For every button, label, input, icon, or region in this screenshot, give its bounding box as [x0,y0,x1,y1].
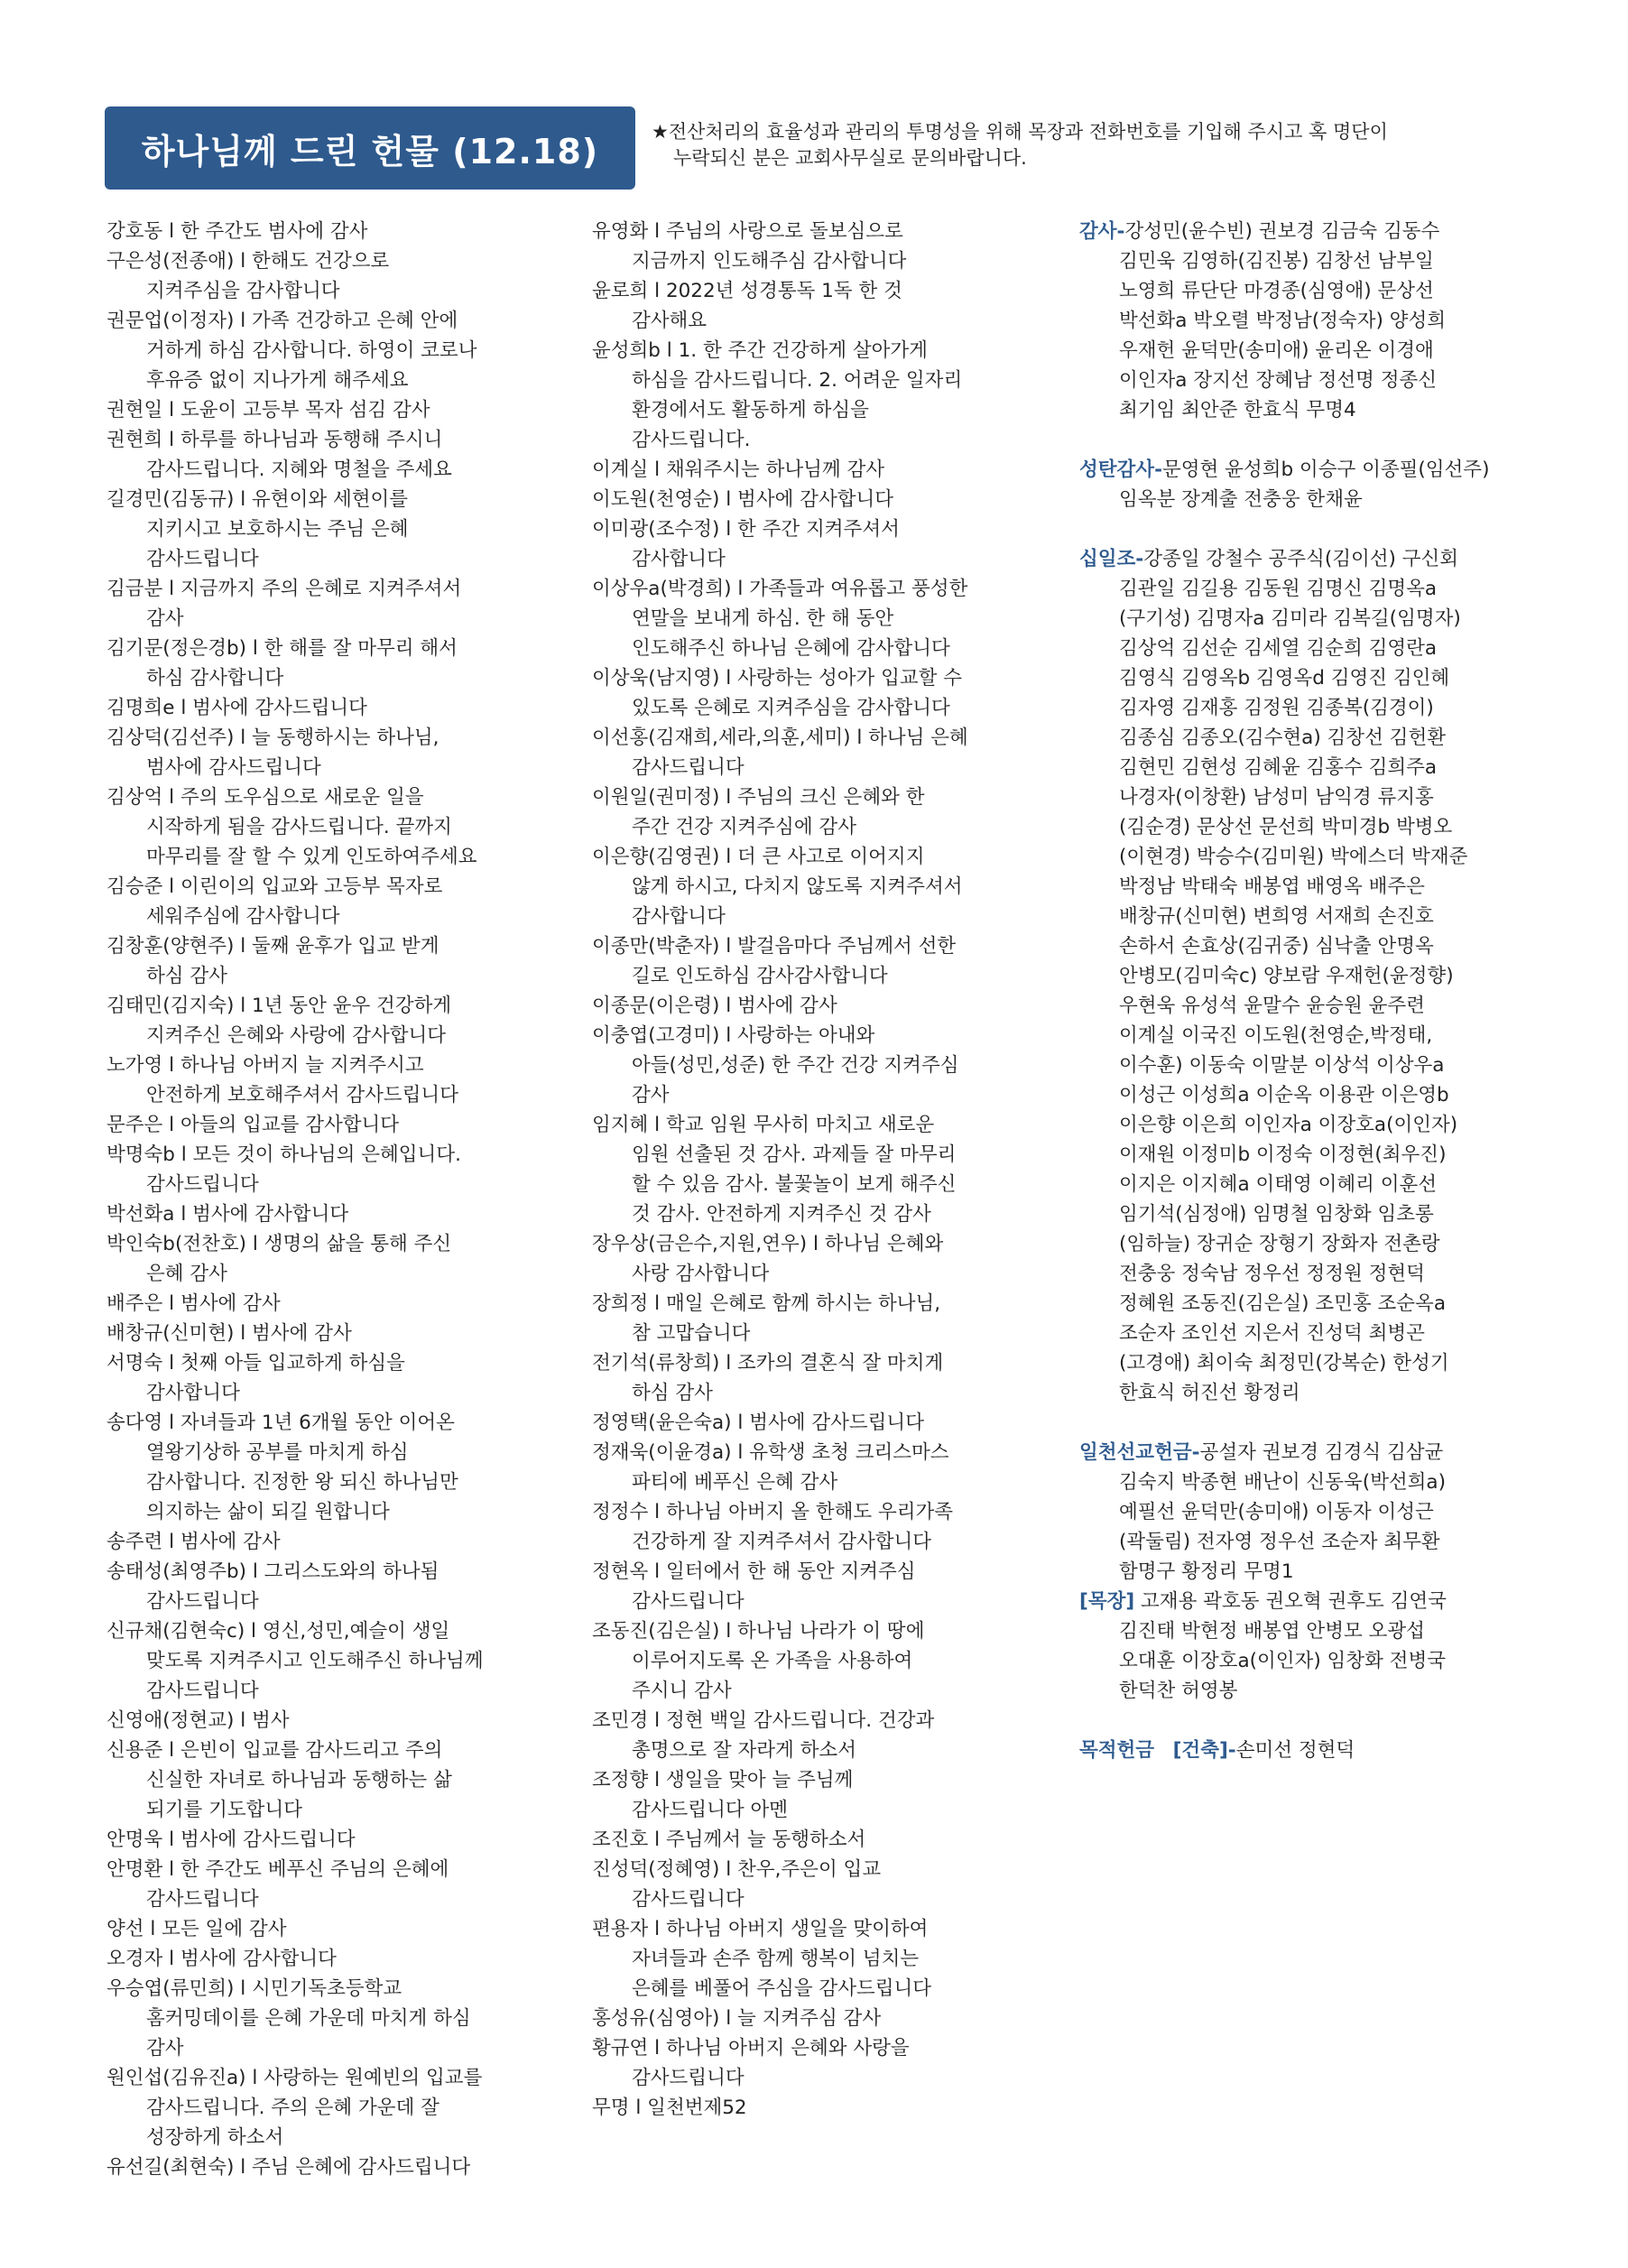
offering-entry [592,1825,1052,1855]
offering-entry-line: 조정향 l 생일을 맞아 늘 주님께 [592,1769,854,1791]
offering-entry-line: 감사 [146,607,184,630]
offering-entry [592,1438,1052,1497]
section-line: 예필선 윤덕만(송미애) 이동자 이성근 [1119,1501,1434,1523]
offering-entry-line: 오경자 l 범사에 감사합니다 [106,1948,337,1970]
offering-entry-line: 우승엽(류민희) l 시민기독초등학교 [106,1977,402,2000]
offering-entry-line: 파티에 베푸신 은혜 감사 [632,1471,838,1494]
offering-entry [106,1348,576,1408]
offering-entry-line: 장우상(금은수,지원,연우) l 하나님 은혜와 [592,1233,944,1255]
section-line: (임하늘) 장귀순 장형기 장화자 전촌랑 [1119,1233,1440,1255]
offering-entry [106,1199,576,1229]
offering-entry [106,1914,576,1944]
offering-entry [106,1319,576,1348]
offering-entry-line: 지켜주심을 감사합니다 [146,280,340,302]
offering-entry-line: 의지하는 삶이 되길 원합니다 [146,1501,390,1523]
offering-entry [106,634,576,693]
offering-entry-line: 연말을 보내게 하심. 한 해 동안 [632,607,894,630]
section-line: 이재원 이정미b 이정숙 이정현(최우진) [1119,1143,1447,1166]
offering-entry-line: 감사드립니다 [632,2067,745,2089]
offering-entry-line: 하심 감사 [632,1382,713,1404]
section-line: 임옥분 장계출 전충웅 한채윤 [1119,488,1363,511]
offering-entry-line: 지금까지 인도해주심 감사합니다 [632,250,907,273]
offering-entry-line: 하심 감사합니다 [146,667,284,690]
section-line: 손하서 손효상(김귀중) 심낙출 안명옥 [1119,935,1434,958]
offering-entry [106,306,576,395]
offering-entry-line: 이종만(박춘자) l 발걸음마다 주님께서 선한 [592,935,957,958]
section-line: 이성근 이성희a 이순옥 이용관 이은영b [1119,1084,1449,1106]
offering-entry-line: 감사드립니다 [146,1173,259,1196]
offering-entry-line: 참 고맙습니다 [632,1322,751,1345]
notice-line-2: 누락되신 분은 교회사무실로 문의바랍니다. [673,147,1027,169]
offering-entry-line: 안명환 l 한 주간도 베푸신 주님의 은혜에 [106,1858,449,1881]
offering-entry-line: 감사드립니다 [146,1590,259,1613]
offering-entry [592,2033,1052,2093]
offering-entry [106,1110,576,1140]
offering-entry [592,455,1052,485]
offering-entry-line: 장희정 l 매일 은혜로 함께 하시는 하나님, [592,1292,941,1315]
offering-entry [592,2004,1052,2033]
offering-section [1079,1438,1585,1587]
section-line: (구기성) 김명자a 김미라 김복길(임명자) [1119,607,1461,630]
offering-entry [592,663,1052,723]
offering-entry-line: 조동진(김은실) l 하나님 나라가 이 땅에 [592,1620,925,1643]
offering-entry-line: 박명숙b l 모든 것이 하나님의 은혜입니다. [106,1143,461,1166]
section-line: 김민욱 김영하(김진봉) 김창선 남부일 [1119,250,1434,273]
offering-entry [592,1557,1052,1616]
offering-entry-line: 길경민(김동규) l 유현이와 세현이를 [106,488,409,511]
section-line: (김순경) 문상선 문선희 박미경b 박병오 [1119,816,1453,838]
offering-entry-line: 인도해주신 하나님 은혜에 감사합니다 [632,637,950,660]
section-line: (곽둘림) 전자영 정우선 조순자 최무환 [1119,1531,1440,1553]
offering-entry-line: 박선화a l 범사에 감사합니다 [106,1203,349,1226]
offering-entry-line: 송태성(최영주b) l 그리스도와의 하나됨 [106,1560,439,1583]
offering-entry-line: 하심을 감사드립니다. 2. 어려운 일자리 [632,369,963,392]
section-line: 이계실 이국진 이도원(천영순,박정태, [1119,1024,1433,1047]
offering-entry-line: 송다영 l 자녀들과 1년 6개월 동안 이어온 [106,1412,455,1434]
offering-entry-line: 이미광(조수정) l 한 주간 지켜주셔서 [592,518,900,541]
section-line: 김관일 김길용 김동원 김명신 김명옥a [1119,578,1438,600]
offering-entry-line: 임원 선출된 것 감사. 과제들 잘 마무리 [632,1143,957,1166]
offering-entry [592,574,1052,663]
section-line: 안병모(김미숙c) 양보람 우재헌(윤정향) [1119,965,1454,987]
offering-entry-line: 감사드립니다 [146,1680,259,1702]
offering-entry-line: 감사드립니다 [632,756,745,779]
offering-entry-line: 이은향(김영권) l 더 큰 사고로 이어지지 [592,846,925,868]
offering-entry [592,1616,1052,1706]
offering-entry-line: 환경에서도 활동하게 하심을 [632,399,869,421]
offering-entry-line: 양선 l 모든 일에 감사 [106,1918,287,1940]
offering-entry [106,1527,576,1557]
offering-entry-line: 서명숙 l 첫째 아들 입교하게 하심을 [106,1352,405,1375]
offering-entry-line: 무명 l 일천번제52 [592,2097,747,2119]
section-line: (고경애) 최이숙 최정민(강복순) 한성기 [1119,1352,1449,1375]
offering-entry [592,336,1052,455]
offering-entry-line: 신실한 자녀로 하나님과 동행하는 삶 [146,1769,452,1791]
offering-entry-line: 구은성(전종애) l 한해도 건강으로 [106,250,390,273]
offering-column-1 [106,217,576,2182]
offering-entry-line: 신규채(김현숙c) l 영신,성민,예슬이 생일 [106,1620,450,1643]
offering-entry-line: 김명희e l 범사에 감사드립니다 [106,697,367,719]
section-first-names: 공설자 권보경 김경식 김삼균 [1199,1441,1444,1464]
offering-entry-line: 주시니 감사 [632,1680,732,1702]
offering-entry-line: 마무리를 잘 할 수 있게 인도하여주세요 [146,846,477,868]
offering-entry-line: 감사드립니다. [632,429,751,451]
offering-entry-line: 정재욱(이윤경a) l 유학생 초청 크리스마스 [592,1441,949,1464]
page-title: 하나님께 드린 헌물 (12.18) [105,106,635,190]
offering-sections [1079,217,1585,1587]
offering-column-3 [1079,217,1585,1795]
offering-entry [592,485,1052,514]
section-first-line [1079,217,1585,246]
offering-entry-line: 자녀들과 손주 함께 행복이 넘치는 [632,1948,920,1970]
offering-entry-line: 감사드립니다. 지혜와 명철을 주세요 [146,458,452,481]
section-line: 최기임 최안준 한효식 무명4 [1119,399,1356,421]
offering-entry-line: 이충엽(고경미) l 사랑하는 아내와 [592,1024,875,1047]
section-line: 조순자 조인선 지은서 진성덕 최병곤 [1119,1322,1425,1345]
offering-entry-line: 감사드립니다 [146,548,259,570]
offering-entry-line: 하심 감사 [146,965,227,987]
offering-entry [106,1855,576,1914]
offering-entry-line: 시작하게 됨을 감사드립니다. 끝까지 [146,816,452,838]
offering-entry-line: 김태민(김지숙) l 1년 동안 윤우 건강하게 [106,995,452,1017]
offering-entry [106,2152,576,2182]
section-line: 김자영 김재홍 김정원 김종복(김경이) [1119,697,1434,719]
offering-entry-line: 감사해요 [632,310,708,332]
section-line: 임기석(심정애) 임명철 임창화 임초롱 [1119,1203,1434,1226]
offering-entry [106,1140,576,1199]
section-first-line [1079,455,1585,485]
section-line: 한효식 허진선 황정리 [1119,1382,1300,1404]
offering-entry-line: 정정수 l 하나님 아버지 올 한해도 우리가족 [592,1501,954,1523]
offering-entry [592,842,1052,931]
offering-entry-line: 노가영 l 하나님 아버지 늘 지켜주시고 [106,1054,424,1077]
section-line: 김영식 김영옥b 김영옥d 김영진 김인혜 [1119,667,1450,690]
offering-entry [592,1229,1052,1289]
offering-entry-line: 권현희 l 하루를 하나님과 동행해 주시니 [106,429,443,451]
offering-entry-line: 편용자 l 하나님 아버지 생일을 맞이하여 [592,1918,929,1940]
offering-entry-line: 김금분 l 지금까지 주의 은혜로 지켜주셔서 [106,578,462,600]
offering-entry [106,693,576,723]
offering-entry-line: 윤로희 l 2022년 성경통독 1독 한 것 [592,280,902,302]
offering-entry [106,425,576,485]
offering-entry-line: 은혜 감사 [146,1263,227,1285]
offering-entry-line: 김상억 l 주의 도우심으로 새로운 일을 [106,786,424,809]
offering-entry [592,1289,1052,1348]
offering-entry-line: 성장하게 하소서 [146,2126,284,2149]
offering-entry-line: 배주은 l 범사에 감사 [106,1292,281,1315]
offering-entry-line: 강호동 l 한 주간도 범사에 감사 [106,220,368,243]
offering-entry [592,2093,1052,2123]
offering-entry-line: 유선길(최현숙) l 주님 은혜에 감사드립니다 [106,2156,471,2179]
offering-entry-line: 주간 건강 지켜주심에 감사 [632,816,856,838]
offering-entry-line: 이선홍(김재희,세라,의훈,세미) l 하나님 은혜 [592,727,968,749]
mokjang-line: 김진태 박현정 배봉엽 안병모 오광섭 [1119,1620,1425,1643]
offering-entry-line: 감사 [146,2037,184,2060]
offering-entry-line: 감사합니다 [146,1382,240,1404]
offering-entry-line: 건강하게 잘 지켜주셔서 감사합니다 [632,1531,932,1553]
offering-entry [592,1497,1052,1557]
mokjang-first-line: 고재용 곽호동 권오혁 권후도 김연국 [1134,1590,1447,1613]
section-line: 김숙지 박종현 배난이 신동욱(박선희a) [1119,1471,1446,1494]
section-first-names: 강종일 강철수 공주식(김이선) 구신회 [1143,548,1459,570]
offering-entry [106,1706,576,1736]
offering-section [1079,217,1585,425]
offering-entry [106,931,576,991]
offering-entry-line: 아들(성민,성준) 한 주간 건강 지켜주심 [632,1054,959,1077]
offering-entry-line: 김창훈(양현주) l 둘째 윤후가 입교 받게 [106,935,439,958]
offering-entry [592,1408,1052,1438]
offering-entry-line: 감사합니다 [632,548,726,570]
offering-entry-line: 이상욱(남지영) l 사랑하는 성아가 입교할 수 [592,667,962,690]
offering-entry-line: 조진호 l 주님께서 늘 동행하소서 [592,1828,866,1851]
offering-entry-line: 감사드립니다 아멘 [632,1799,788,1821]
offering-entry [106,1557,576,1616]
offering-entry-line: 김기문(정은경b) l 한 해를 잘 마무리 해서 [106,637,458,660]
offering-entry-line: 임지혜 l 학교 임원 무사히 마치고 새로운 [592,1114,935,1136]
offering-entry-line: 사랑 감사합니다 [632,1263,770,1285]
offering-entry [106,1974,576,2063]
section-line: 우현욱 유성석 윤말수 윤승원 윤주련 [1119,995,1425,1017]
offering-entry [592,1765,1052,1825]
offering-entry-line: 권문업(이정자) l 가족 건강하고 은혜 안에 [106,310,458,332]
section-line: 김현민 김현성 김혜윤 김홍수 김희주a [1119,756,1438,779]
offering-entry-line: 이계실 l 채워주시는 하나님께 감사 [592,458,885,481]
section-line: 나경자(이창환) 남성미 남익경 류지홍 [1119,786,1434,809]
offering-entry-line: 정현옥 l 일터에서 한 해 동안 지켜주심 [592,1560,916,1583]
offering-entry-line: 이상우a(박경희) l 가족들과 여유롭고 풍성한 [592,578,968,600]
offering-entry [106,723,576,782]
offering-entry-line: 원인섭(김유진a) l 사랑하는 원예빈의 입교를 [106,2067,483,2089]
offering-entry [592,1914,1052,2004]
section-line: 함명구 황정리 무명1 [1119,1560,1294,1583]
section-line: 전충웅 정숙남 정우선 정정원 정현덕 [1119,1263,1425,1285]
offering-entry-line: 감사드립니다 [632,1590,745,1613]
offering-entry-line: 되기를 기도합니다 [146,1799,302,1821]
offering-entry-line: 신용준 l 은빈이 입교를 감사드리고 주의 [106,1739,443,1762]
offering-entry [106,1289,576,1319]
offering-entry-line: 거하게 하심 감사합니다. 하영이 코로나 [146,339,477,362]
offering-entry [106,1616,576,1706]
offering-entry-line: 있도록 은혜로 지켜주심을 감사합니다 [632,697,950,719]
section-first-names: 문영현 윤성희b 이승구 이종필(임선주) [1162,458,1490,481]
offering-entry-line: 세워주심에 감사합니다 [146,905,340,928]
offering-entry [592,991,1052,1021]
offering-entry [106,485,576,574]
offering-entry-line: 길로 인도하심 감사감사합니다 [632,965,888,987]
section-line: 우재헌 윤덕만(송미애) 윤리온 이경애 [1119,339,1434,362]
offering-entry-line: 감사드립니다 [632,1888,745,1911]
offering-entry-line: 김승준 l 이린이의 입교와 고등부 목자로 [106,875,443,898]
mokjang-section [1079,1587,1585,1706]
offering-entry-line: 것 감사. 안전하게 지켜주신 것 감사 [632,1203,931,1226]
offering-column-2 [592,217,1052,2123]
purpose-sub-label: [건축]- [1172,1739,1236,1762]
offering-entry-line: 이종문(이은령) l 범사에 감사 [592,995,837,1017]
offering-entry-line: 열왕기상하 공부를 마치게 하심 [146,1441,409,1464]
offering-entry [592,1110,1052,1229]
offering-entry-line: 이원일(권미정) l 주님의 크신 은혜와 한 [592,786,925,809]
section-first-line [1079,1438,1585,1467]
offering-entry [592,514,1052,574]
offering-entry [592,1706,1052,1765]
offering-entry [592,217,1052,276]
offering-entry-line: 송주련 l 범사에 감사 [106,1531,281,1553]
section-line: 배창규(신미현) 변희영 서재희 손진호 [1119,905,1434,928]
offering-entry-line: 신영애(정현교) l 범사 [106,1709,290,1732]
offering-entry-line: 할 수 있음 감사. 불꽃놀이 보게 해주신 [632,1173,957,1196]
purpose-label: 목적헌금 [1079,1739,1155,1762]
offering-entry-line: 배창규(신미현) l 범사에 감사 [106,1322,352,1345]
offering-entry-line: 맞도록 지켜주시고 인도해주신 하나님께 [146,1650,484,1672]
offering-entry [592,931,1052,991]
section-line: 김상억 김선순 김세열 김순희 김영란a [1119,637,1438,660]
offering-entry-line: 은혜를 베풀어 주심을 감사드립니다 [632,1977,932,2000]
offering-section [1079,455,1585,514]
offering-entry [106,217,576,246]
offering-entry-line: 정영택(윤은숙a) l 범사에 감사드립니다 [592,1412,924,1434]
offering-entry-line: 문주은 l 아들의 입교를 감사합니다 [106,1114,400,1136]
offering-entry [106,1408,576,1527]
offering-entry [106,1736,576,1825]
offering-entry-line: 후유증 없이 지나가게 해주세요 [146,369,409,392]
section-first-names: 강성민(윤수빈) 권보경 김금숙 김동수 [1124,220,1440,243]
offering-entry-line: 홈커밍데이를 은혜 가운데 마치게 하심 [146,2007,471,2030]
offering-entry [106,991,576,1051]
section-line: 이지은 이지혜a 이태영 이혜리 이훈선 [1119,1173,1438,1196]
offering-entry [106,2063,576,2152]
offering-entry-line: 감사합니다. 진정한 왕 되신 하나님만 [146,1471,458,1494]
purpose-section [1079,1736,1585,1765]
offering-entry-line: 조민경 l 정현 백일 감사드립니다. 건강과 [592,1709,935,1732]
offering-entry-line: 홍성유(심영아) l 늘 지켜주심 감사 [592,2007,882,2030]
section-line: 박정남 박태숙 배봉엽 배영옥 배주은 [1119,875,1425,898]
section-label: 성탄감사- [1079,458,1162,481]
offering-entry [106,1229,576,1289]
offering-entry-line: 범사에 감사드립니다 [146,756,321,779]
notice [652,119,1590,171]
offering-entry [106,782,576,872]
offering-entry-line: 박인숙b(전찬호) l 생명의 삶을 통해 주신 [106,1233,452,1255]
section-line: 박선화a 박오렬 박정남(정숙자) 양성희 [1119,310,1446,332]
mokjang-line: 오대훈 이장호a(이인자) 임창화 전병국 [1119,1650,1446,1672]
section-line: 노영희 류단단 마경종(심영애) 문상선 [1119,280,1434,302]
offering-entry-line: 유영화 l 주님의 사랑으로 돌보심으로 [592,220,903,243]
offering-entry [592,782,1052,842]
offering-entry [106,872,576,931]
offering-entry-line: 황규연 l 하나님 아버지 은혜와 사랑을 [592,2037,910,2060]
offering-entry [106,574,576,634]
offering-section [1079,544,1585,1408]
offering-entry-line: 총명으로 잘 자라게 하소서 [632,1739,856,1762]
offering-entry [592,1348,1052,1408]
offering-entry-line: 안전하게 보호해주셔서 감사드립니다 [146,1084,458,1106]
offering-entry-line: 이도원(천영순) l 범사에 감사합니다 [592,488,894,511]
offering-entry [592,276,1052,336]
offering-entry [106,1825,576,1855]
offering-entry-line: 지켜주신 은혜와 사랑에 감사합니다 [146,1024,447,1047]
offering-entry [592,1021,1052,1110]
mokjang-line: 한덕찬 허영봉 [1119,1680,1238,1702]
offering-entry-line: 이루어지도록 온 가족을 사용하여 [632,1650,913,1672]
offering-entry-line: 감사드립니다. 주의 은혜 가운데 잘 [146,2097,439,2119]
section-line: 이은향 이은희 이인자a 이장호a(이인자) [1119,1114,1458,1136]
section-line: 김종심 김종오(김수현a) 김창선 김헌환 [1119,727,1446,749]
offering-entry [106,1051,576,1110]
offering-entry [592,723,1052,782]
offering-entry-line: 김상덕(김선주) l 늘 동행하시는 하나님, [106,727,439,749]
offering-entry-line: 감사 [632,1084,670,1106]
offering-entry-line: 지키시고 보호하시는 주님 은혜 [146,518,409,541]
section-line: 이인자a 장지선 장혜남 정선명 정종신 [1119,369,1438,392]
section-first-line [1079,544,1585,574]
offering-entry-line: 감사합니다 [632,905,726,928]
section-line: (이현경) 박승수(김미원) 박에스더 박재준 [1119,846,1468,868]
offering-entry [106,395,576,425]
offering-entry [106,1944,576,1974]
mokjang-label: [목장] [1079,1590,1135,1613]
offering-entry-line: 진성덕(정혜영) l 찬우,주은이 입교 [592,1858,882,1881]
offering-entry-line: 안명욱 l 범사에 감사드립니다 [106,1828,356,1851]
section-label: 십일조- [1079,548,1144,570]
offering-entry-line: 전기석(류창희) l 조카의 결혼식 잘 마치게 [592,1352,944,1375]
offering-entry-line: 윤성희b l 1. 한 주간 건강하게 살아가게 [592,339,928,362]
section-label: 일천선교헌금- [1079,1441,1200,1464]
purpose-names: 손미선 정현덕 [1235,1739,1355,1762]
offering-entry-line: 않게 하시고, 다치지 않도록 지켜주셔서 [632,875,963,898]
notice-line-1: ★전산처리의 효율성과 관리의 투명성을 위해 목장과 전화번호를 기입해 주시고 혹 명단이 [652,121,1388,143]
offering-entry [106,246,576,306]
section-label: 감사- [1079,220,1125,243]
offering-entry [592,1855,1052,1914]
offering-entry-line: 권현일 l 도윤이 고등부 목자 섬김 감사 [106,399,430,421]
section-line: 정혜원 조동진(김은실) 조민홍 조순옥a [1119,1292,1446,1315]
section-line: 이수훈) 이동숙 이말분 이상석 이상우a [1119,1054,1445,1077]
offering-entry-line: 감사드립니다 [146,1888,259,1911]
